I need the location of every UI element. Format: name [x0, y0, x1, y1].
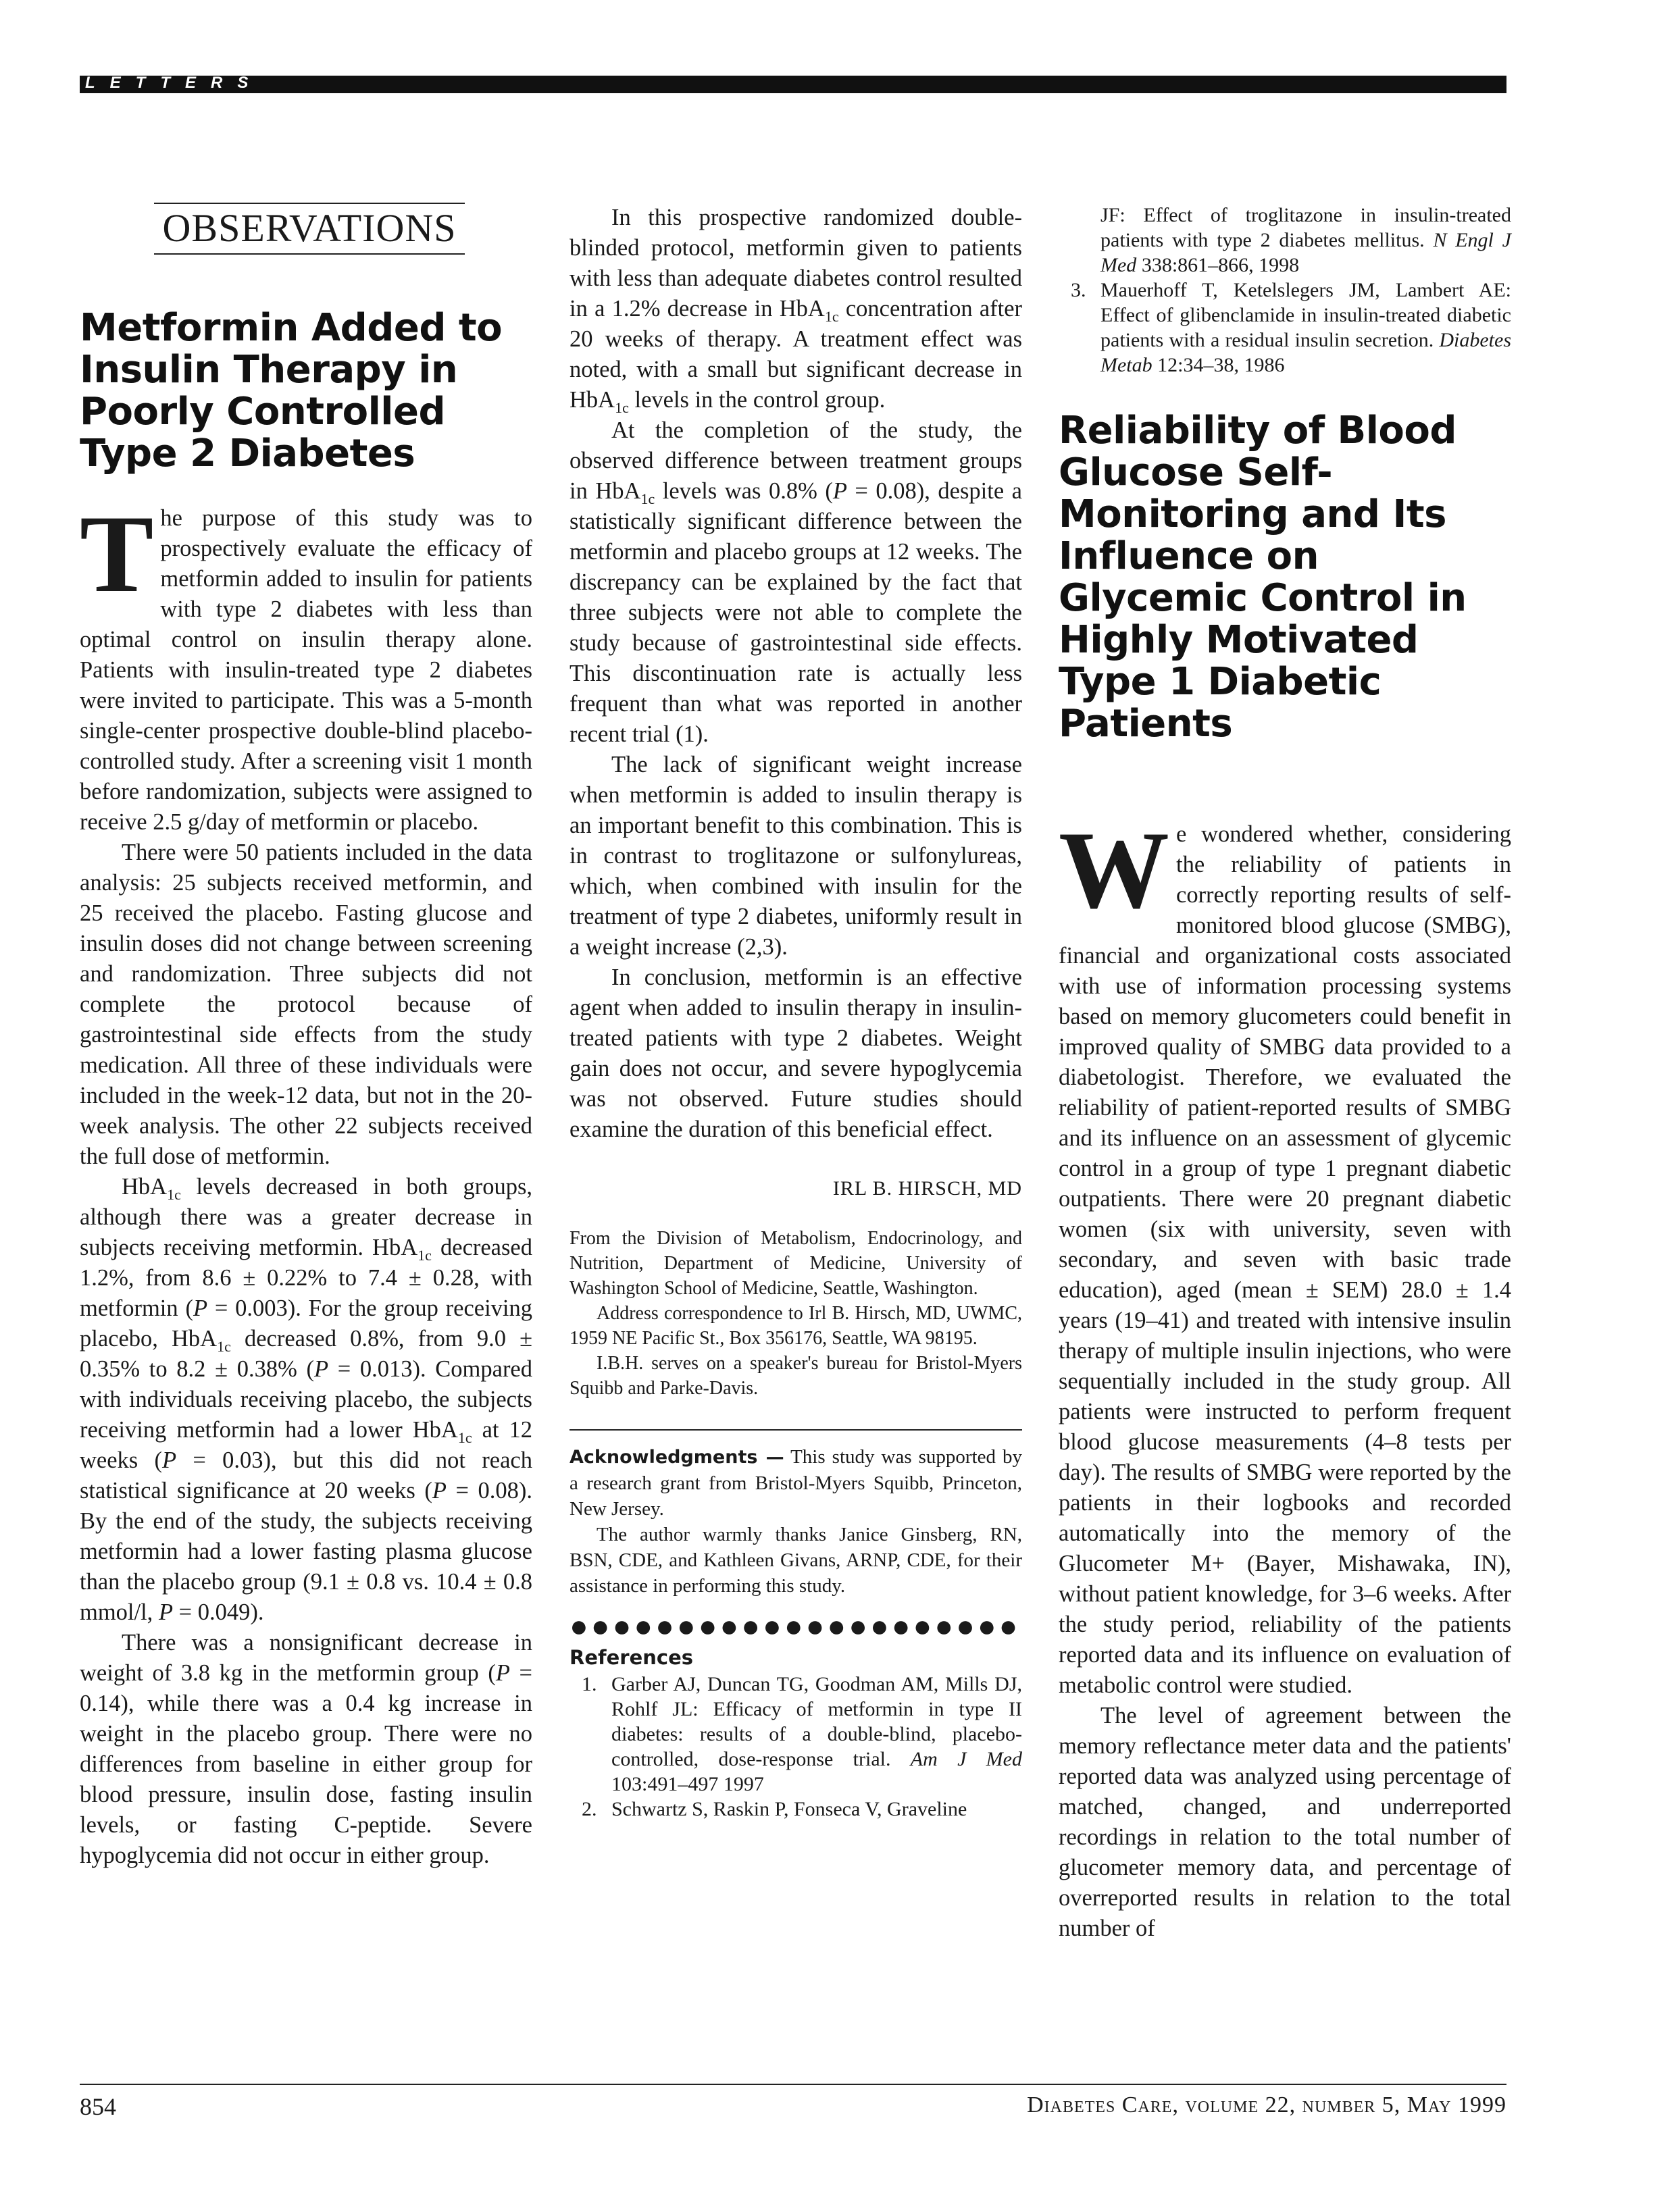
- column-2: [569, 203, 1022, 1822]
- paragraph: The purpose of this study was to prospectively evaluate the efficacy of metformin added to insulin for patients with type 2 diabetes with less than optimal control on insulin therapy alone. Patients with insulin-treated type 2 diabetes were invited to participate. This was a 5-month single-center prospective double-blind placebo-controlled study. After a screening visit 1 month before randomization, subjects were assigned to receive 2.5 g/day of metformin or placebo.: [80, 493, 532, 835]
- references-heading: References: [569, 1646, 694, 1669]
- reference-item: 2. Schwartz S, Raskin P, Fonseca V, Graveline: [582, 1798, 967, 1820]
- acknowledgments: Acknowledgments — This study was supported by a research grant from Bristol-Myers Squibb, Princeton, New Jersey. The author warmly thanks Janice Ginsberg, RN, BSN, CDE, and Kathleen Givans, ARNP, CDE, for their assistance in performing this study.: [569, 1446, 1022, 1597]
- paragraph: HbA$_{1c}$ levels decreased in both groups, although there was a greater decrease in subjects receiving metformin. HbA$_{1c}$ decreased 1.2%, from 8.6 ± 0.22% to 7.4 ± 0.28, with metformin (P = 0.003). For the group receiving placebo, HbA$_{1c}$ decreased 0.8%, from 9.0 ± 0.35% to 8.2 ± 0.38% (P = 0.013). Compared with individuals receiving placebo, the subjects receiving metformin had a lower HbA$_{1c}$ at 12 weeks (P = 0.03), but this did not reach statistical significance at 20 weeks (P = 0.08). By the end of the study, the subjects receiving metformin had a lower fasting plasma glucose than the placebo group (9.1 ± 0.8 vs. 10.4 ± 0.8 mmol/l, P = 0.049).: [80, 1174, 532, 1625]
- paragraph: There were 50 patients included in the data analysis: 25 subjects received metformin, and 25 received the placebo. Fasting glucose and insulin doses did not change between screening and randomization. Three subjects did not complete the protocol because of gastrointestinal side effects from the study medication. All three of these individuals were included in the week-12 data, but not in the 20-week analysis. The other 22 subjects received the full dose of metformin.: [80, 840, 532, 1169]
- column-3: [1059, 203, 1511, 1944]
- article-title-2: Reliability of Blood Glucose Self-Monitoring and Its Influence on Glycemic Control in Highly Motivated Type 1 Diabetic Patients: [1059, 409, 1467, 746]
- divider: [569, 1429, 1022, 1431]
- author-affiliations: From the Division of Metabolism, Endocrinology, and Nutrition, Department of Medicine, University of Washington School of Medicine, Seattle, Washington. Address correspondence to Irl B. Hirsch, MD, UWMC, 1959 NE Pacific St., Box 356176, Seattle, WA 98195. I.B.H. serves on a speaker's bureau for Bristol-Myers Squibb and Parke-Davis.: [569, 1228, 1022, 1399]
- paragraph: The level of agreement between the memory reflectance meter data and the patients' reported data was analyzed using percentage of matched, changed, and underreported recordings in relation to the total number of glucometer memory data, and percentage of overreported results in relation to the total number of: [1059, 1703, 1511, 1941]
- paragraph: We wondered whether, considering the reliability of patients in correctly reporting results of self-monitored blood glucose (SMBG), financial and organizational costs associated with use of information processing systems based on memory glucometers could benefit in improved quality of SMBG data provided to a diabetologist. Therefore, we evaluated the reliability of patient-reported results of SMBG and its influence on an assessment of glycemic control in a group of type 1 pregnant diabetic outpatients. There were 20 pregnant diabetic women (six with university, seven with secondary, and seven with basic trade education), aged (mean ± SEM) 28.0 ± 1.4 years (19–41) and treated with intensive insulin therapy of multiple insulin injections, who were sequentially included in the study group. All patients were instructed to perform frequent blood glucose measurements (4–8 tests per day). The results of SMBG were reported by the patients in their logbooks and recorded automatically into the memory of the Glucometer M+ (Bayer, Mishawaka, IN), without patient knowledge, for 3–6 weeks. After the study period, reliability of the patients reported data and its influence on evaluation of metabolic control were studied.: [1059, 809, 1511, 1698]
- section-bar: [80, 76, 1506, 93]
- paragraph: At the completion of the study, the observed difference between treatment groups in HbA$_{1c}$ levels was 0.8% (P = 0.08), despite a statistically significant difference between the metformin and placebo groups at 12 weeks. The discrepancy can be explained by the fact that three subjects were not able to complete the study because of gastrointestinal side effects. This discontinuation rate is actually less frequent than what was reported in another recent trial (1).: [569, 417, 1022, 747]
- article-title-1: Metformin Added to Insulin Therapy in Poorly Controlled Type 2 Diabetes: [80, 306, 503, 475]
- page-number: 854: [80, 2093, 116, 2120]
- section-label: LETTERS: [85, 74, 263, 92]
- reference-item: 3. Mauerhoff T, Ketelslegers JM, Lambert AE: Effect of glibenclamide in insulin-treated diabetic patients with a residual insulin secretion. Diabetes Metab 12:34–38, 1986: [1071, 279, 1511, 376]
- drop-cap: W: [1059, 809, 1169, 931]
- dot-divider: ●●●●●●●●●●●●●●●●●●●●●: [569, 1616, 1021, 1637]
- reference-list-cont: [1059, 203, 1511, 378]
- section-heading: OBSERVATIONS: [154, 203, 465, 255]
- reference-item: JF: Effect of troglitazone in insulin-treated patients with type 2 diabetes mellitus. N Engl J Med 338:861–866, 1998: [1100, 204, 1511, 276]
- reference-list: [569, 1672, 1022, 1822]
- article-body-1: [80, 493, 532, 1871]
- paragraph: In conclusion, metformin is an effective agent when added to insulin therapy in insulin-treated patients with type 2 diabetes. Weight gain does not occur, and severe hypoglycemia was not observed. Future studies should examine the duration of this beneficial effect.: [569, 964, 1022, 1142]
- column-1: [80, 203, 532, 1871]
- author-signature: IRL B. HIRSCH, MD: [832, 1177, 1022, 1200]
- paragraph: There was a nonsignificant decrease in weight of 3.8 kg in the metformin group (P = 0.14), while there was a 0.4 kg increase in weight in the placebo group. There were no differences from baseline in either group for blood pressure, insulin dose, fasting insulin levels, or fasting C-peptide. Severe hypoglycemia did not occur in either group.: [80, 1630, 532, 1868]
- paragraph: In this prospective randomized double-blinded protocol, metformin given to patients with less than adequate diabetes control resulted in a 1.2% decrease in HbA$_{1c}$ concentration after 20 weeks of therapy. A treatment effect was noted, with a small but significant decrease in HbA$_{1c}$ levels in the control group.: [569, 205, 1023, 416]
- paragraph: The lack of significant weight increase when metformin is added to insulin therapy is an important benefit to this combination. This is in contrast to troglitazone or sulfonylureas, which, when combined with insulin for the treatment of type 2 diabetes, uniformly result in a weight increase (2,3).: [569, 752, 1022, 960]
- drop-cap: T: [80, 493, 154, 615]
- journal-citation: Diabetes Care, volume 22, number 5, May 1999: [1027, 2092, 1506, 2117]
- article-body-1-cont: [569, 203, 1022, 1145]
- reference-item: 1. Garber AJ, Duncan TG, Goodman AM, Mills DJ, Rohlf JL: Efficacy of metformin in type II diabetes: results of a double-blind, placebo-controlled, dose-response trial. Am J Med 103:491–497 1997: [582, 1673, 1022, 1795]
- article-body-2: [1059, 809, 1511, 1944]
- footer-divider: [80, 2084, 1506, 2085]
